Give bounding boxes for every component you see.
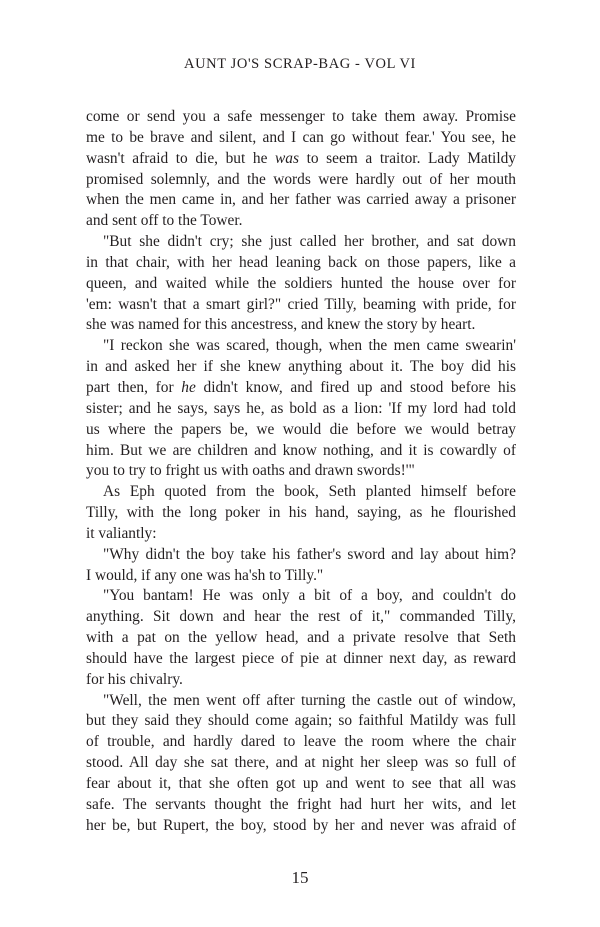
text-line: 'em: wasn't that a smart girl?" cried Tilly, beaming with pride, for bbox=[86, 295, 516, 313]
text-line: "Why didn't the boy take his father's sword and lay about him? bbox=[103, 545, 516, 563]
text-line: her be, but Rupert, the boy, stood by her and never was afraid of bbox=[86, 816, 516, 834]
text-line: when the men came in, and her father was carried away a prisoner bbox=[86, 191, 516, 209]
page-number: 15 bbox=[291, 868, 309, 887]
text-line: come or send you a safe messenger to take them away. Promise bbox=[86, 108, 516, 125]
text-line: "But she didn't cry; she just called her brother, and sat down bbox=[103, 233, 516, 251]
body-text bbox=[86, 107, 516, 837]
emphasis: was bbox=[275, 149, 299, 167]
text-line: it valiantly: bbox=[86, 524, 157, 542]
text-line: in and asked her if she knew anything about it. The boy did his bbox=[86, 358, 516, 376]
text-line: safe. The servants thought the fright had hurt her wits, and let bbox=[86, 795, 516, 813]
text-line: "You bantam! He was only a bit of a boy, and couldn't do bbox=[103, 587, 516, 605]
text-line: of trouble, and hardly dared to leave the room where the chair bbox=[86, 733, 516, 751]
text-line: promised solemnly, and the words were hardly out of her mouth bbox=[86, 170, 516, 188]
text-line: anything. Sit down and hear the rest of it," commanded Tilly, bbox=[86, 608, 516, 626]
text-line: but they said they should come again; so faithful Matildy was full bbox=[86, 712, 516, 730]
text-line: she was named for this ancestress, and knew the story by heart. bbox=[86, 316, 476, 334]
text-line: stood. All day she sat there, and at night her sleep was so full of bbox=[86, 754, 516, 772]
text-line: Tilly, with the long poker in his hand, saying, as he flourished bbox=[86, 504, 516, 522]
text-line: As Eph quoted from the book, Seth planted himself before bbox=[103, 483, 516, 501]
text-line: him. But we are children and know nothing, and it is cowardly of bbox=[86, 441, 516, 459]
text-line: fear about it, that she often got up and went to see that all was bbox=[86, 775, 516, 792]
text-line: part then, for he didn't know, and fired up and stood before his bbox=[86, 378, 517, 396]
text-line: and sent off to the Tower. bbox=[86, 212, 243, 230]
emphasis: he bbox=[181, 378, 196, 396]
text-line: with a pat on the yellow head, and a private resolve that Seth bbox=[86, 629, 516, 647]
text-line: "I reckon she was scared, though, when the men came swearin' bbox=[103, 337, 516, 355]
running-head: AUNT JO'S SCRAP-BAG - VOL VI bbox=[184, 56, 416, 72]
text-line: you to try to fright us with oaths and drawn swords!'" bbox=[86, 462, 415, 480]
text-line: queen, and waited while the soldiers hunted the house over for bbox=[86, 274, 516, 292]
text-line: "Well, the men went off after turning the castle out of window, bbox=[103, 691, 516, 709]
text-line: me to be brave and silent, and I can go without fear.' You see, he bbox=[86, 128, 516, 146]
text-line: in that chair, with her head leaning back on those papers, like a bbox=[86, 253, 516, 271]
text-line: us where the papers be, we would die before we would betray bbox=[86, 420, 516, 438]
text-line: I would, if any one was ha'sh to Tilly." bbox=[86, 566, 324, 584]
text-line: sister; and he says, says he, as bold as a lion: 'If my lord had told bbox=[86, 399, 516, 417]
text-line: for his chivalry. bbox=[86, 670, 183, 688]
text-line: should have the largest piece of pie at dinner next day, as reward bbox=[86, 649, 516, 667]
text-line: wasn't afraid to die, but he was to seem a traitor. Lady Matildy bbox=[86, 149, 516, 167]
